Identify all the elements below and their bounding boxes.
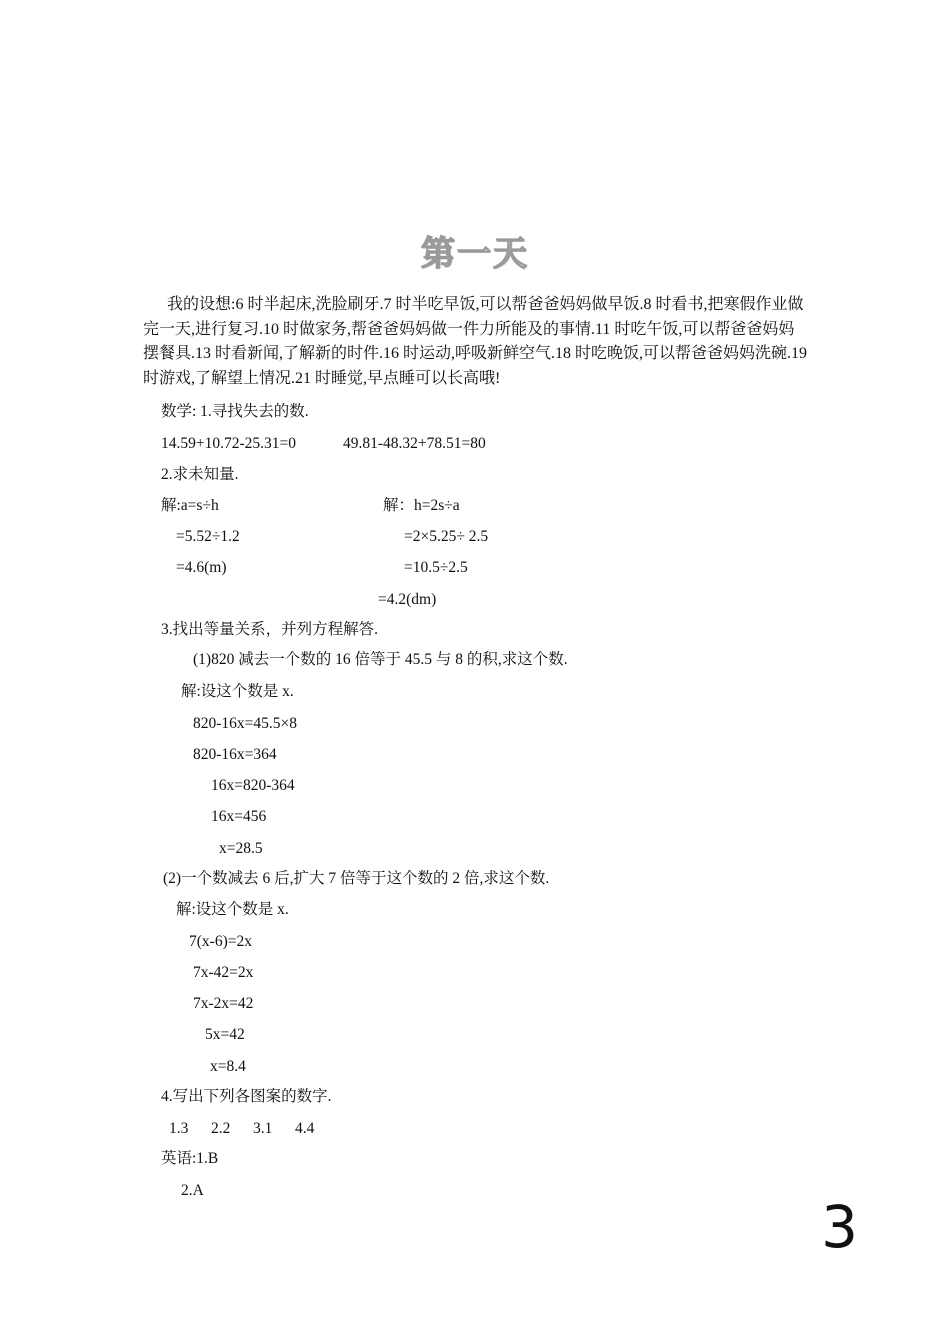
question-4-answer: 4.4	[295, 1120, 315, 1137]
problem-1-question: (1)820 减去一个数的 16 倍等于 45.5 与 8 的积,求这个数.	[193, 651, 568, 668]
math-equation-2: 49.81-48.32+78.51=80	[343, 435, 486, 452]
problem-1-step: 16x=820-364	[211, 777, 295, 794]
problem-2-question: (2)一个数减去 6 后,扩大 7 倍等于这个数的 2 倍,求这个数.	[163, 870, 550, 887]
math-equation-1: 14.59+10.72-25.31=0	[161, 435, 297, 452]
intro-paragraph: 我的设想:6 时半起床,洗脸刷牙.7 时半吃早饭,可以帮爸爸妈妈做早饭.8 时看书,把寒假作业做完一天,进行复习.10 时做家务,帮爸爸妈妈做一件力所能及的事情.11 时吃午饭,可以帮爸爸妈妈摆餐具.13 时看新闻,了解新的时件.16 时运动,呼吸新鲜空气.18 时吃晚饭,可以帮爸爸妈妈洗碗.19 时游戏,了解望上情况.21 时睡觉,早点睡可以长高哦!	[143, 296, 808, 387]
problem-2-step: 5x=42	[205, 1026, 245, 1043]
problem-1-step: 16x=456	[211, 808, 267, 825]
question-4-answer: 1.3	[169, 1120, 189, 1137]
problem-1-step: 820-16x=45.5×8	[193, 715, 298, 732]
question-3-heading: 3.找出等量关系，并列方程解答.	[161, 621, 379, 638]
page-number: 3	[821, 1193, 858, 1261]
problem-1-step: x=28.5	[219, 840, 263, 857]
question-2-heading: 2.求未知量.	[161, 466, 239, 483]
left-solution-line: =5.52÷1.2	[176, 528, 240, 545]
question-4-answer: 3.1	[253, 1120, 273, 1137]
right-solution-line: =10.5÷2.5	[404, 559, 468, 576]
math-heading: 数学: 1.寻找失去的数.	[161, 403, 309, 420]
right-solution-line: =4.2(dm)	[378, 591, 437, 608]
question-4-answer: 2.2	[211, 1120, 231, 1137]
problem-2-setup: 解:设这个数是 x.	[176, 901, 289, 918]
problem-2-step: 7x-42=2x	[193, 964, 254, 981]
left-solution-line: 解:a=s÷h	[161, 497, 219, 514]
problem-2-step: x=8.4	[210, 1058, 246, 1075]
problem-2-step: 7(x-6)=2x	[189, 933, 252, 950]
page-title: 第一天	[421, 234, 529, 274]
right-solution-line: 解：h=2s÷a	[383, 497, 460, 514]
question-4-heading: 4.写出下列各图案的数字.	[161, 1088, 332, 1105]
english-answer-2: 2.A	[181, 1182, 204, 1199]
problem-1-step: 820-16x=364	[193, 746, 277, 763]
problem-1-setup: 解:设这个数是 x.	[181, 683, 294, 700]
right-solution-line: =2×5.25÷ 2.5	[404, 528, 489, 545]
left-solution-line: =4.6(m)	[176, 559, 227, 576]
english-heading: 英语:1.B	[161, 1150, 219, 1167]
problem-2-step: 7x-2x=42	[193, 995, 254, 1012]
